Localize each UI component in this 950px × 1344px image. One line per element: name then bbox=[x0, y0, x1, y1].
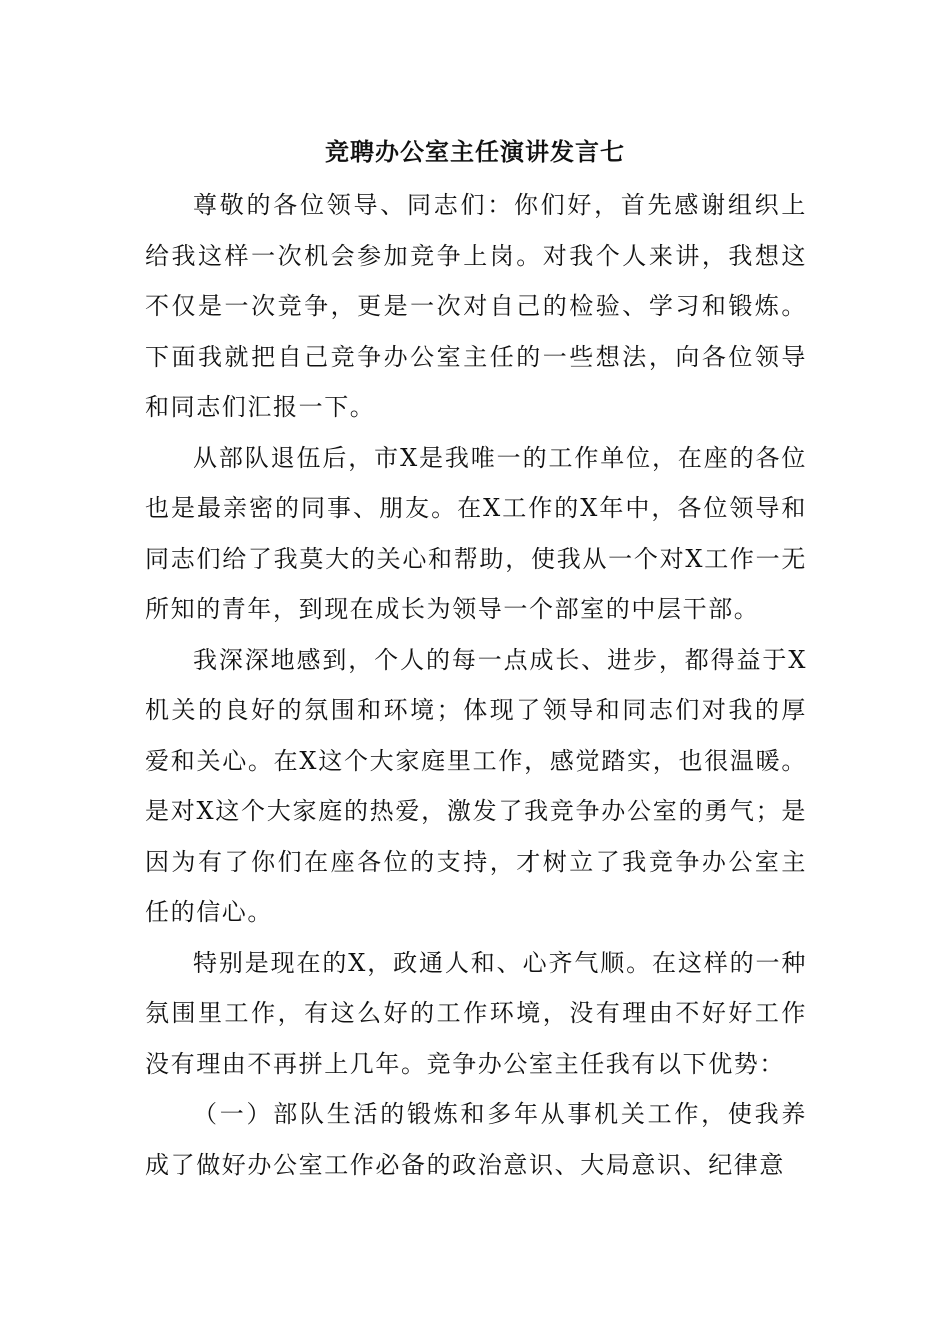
paragraph: 从部队退伍后，市X是我唯一的工作单位，在座的各位也是最亲密的同事、朋友。在X工作的X年中，各位领导和同志们给了我莫大的关心和帮助，使我从一个对X工作一无所知的青年，到现在成长为领导一个部室的中层干部。 bbox=[145, 443, 807, 623]
document-title: 竞聘办公室主任演讲发言七 bbox=[325, 137, 625, 166]
document-body bbox=[145, 180, 807, 1190]
paragraph: 特别是现在的X，政通人和、心齐气顺。在这样的一种氛围里工作，有这么好的工作环境，没有理由不好好工作没有理由不再拼上几年。竞争办公室主任我有以下优势： bbox=[145, 948, 807, 1078]
paragraph: （一）部队生活的锻炼和多年从事机关工作，使我养成了做好办公室工作必备的政治意识、大局意识、纪律意 bbox=[145, 1100, 807, 1179]
paragraph: 我深深地感到，个人的每一点成长、进步，都得益于X机关的良好的氛围和环境；体现了领导和同志们对我的厚爱和关心。在X这个大家庭里工作，感觉踏实，也很温暖。是对X这个大家庭的热爱，激发了我竞争办公室的勇气；是因为有了你们在座各位的支持，才树立了我竞争办公室主任的信心。 bbox=[145, 645, 807, 926]
paragraph: 尊敬的各位领导、同志们：你们好，首先感谢组织上给我这样一次机会参加竞争上岗。对我个人来讲，我想这不仅是一次竞争，更是一次对自己的检验、学习和锻炼。下面我就把自己竞争办公室主任的一些想法，向各位领导和同志们汇报一下。 bbox=[145, 191, 807, 421]
